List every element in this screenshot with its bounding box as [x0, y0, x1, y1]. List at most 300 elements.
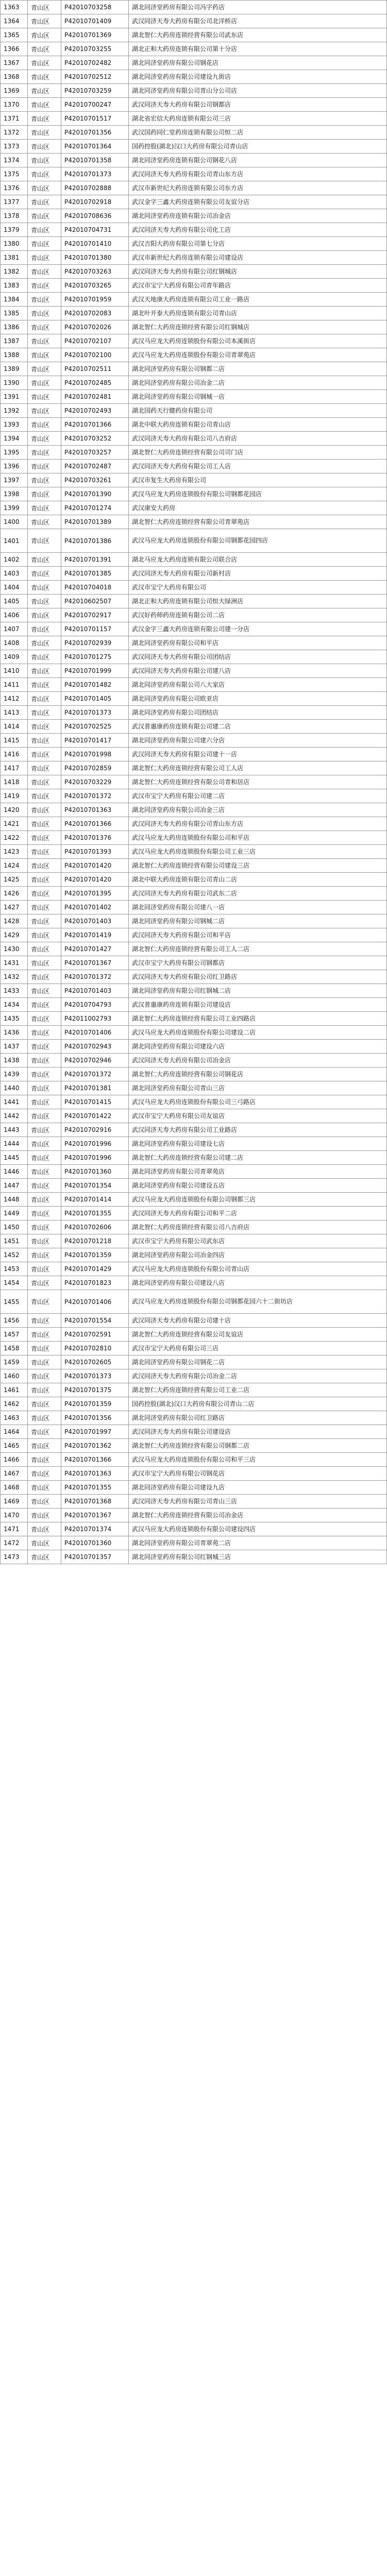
pharmacy-name-cell: 武汉同济天寿大药房有限公司工人店: [129, 460, 387, 473]
row-number: 1384: [1, 293, 28, 307]
district-cell: 青山区: [28, 1234, 61, 1248]
district-cell: 青山区: [28, 664, 61, 678]
pharmacy-name-cell: 武汉马应龙大药房连锁股份有限公司钢都花园店: [129, 487, 387, 501]
pharmacy-name-cell: 武汉马应龙大药房连锁股份有限公司钢都花园四店: [129, 529, 387, 553]
pharmacy-name-cell: 武汉同济天寿大药房有限公司冶金二店: [129, 1369, 387, 1383]
table-row: [1, 901, 387, 914]
pharmacy-name-cell: 湖北同济堂药房有限公司红钢城三店: [129, 1550, 387, 1564]
table-row: [1, 181, 387, 195]
row-number: 1392: [1, 404, 28, 418]
code-cell: P42010701417: [61, 734, 129, 748]
row-number: 1443: [1, 1123, 28, 1137]
pharmacy-name-cell: 武汉马应龙大药房连锁股份有限公司三弓路店: [129, 1095, 387, 1109]
row-number: 1401: [1, 529, 28, 553]
row-number: 1425: [1, 873, 28, 887]
district-cell: 青山区: [28, 14, 61, 28]
table-row: [1, 1095, 387, 1109]
code-cell: P42010703255: [61, 42, 129, 56]
row-number: 1452: [1, 1248, 28, 1262]
code-cell: P42010701157: [61, 622, 129, 636]
table-row: [1, 942, 387, 956]
row-number: 1387: [1, 334, 28, 348]
table-row: [1, 56, 387, 70]
table-row: [1, 1012, 387, 1026]
table-row: [1, 307, 387, 320]
district-cell: 青山区: [28, 789, 61, 803]
district-cell: 青山区: [28, 1123, 61, 1137]
pharmacy-name-cell: 武汉市新世纪大药房连锁有限公司东方店: [129, 181, 387, 195]
code-cell: P42010702525: [61, 720, 129, 734]
district-cell: 青山区: [28, 1193, 61, 1207]
pharmacy-name-cell: 武汉马应龙大药房连锁股份有限公司青山店: [129, 1262, 387, 1276]
pharmacy-name-cell: 湖北智仁大药房连锁经营有限公司青和居店: [129, 775, 387, 789]
district-cell: 青山区: [28, 831, 61, 845]
district-cell: 青山区: [28, 42, 61, 56]
district-cell: 青山区: [28, 265, 61, 279]
pharmacy-name-cell: 湖北同济堂药房有限公司欧亚店: [129, 692, 387, 706]
table-row: [1, 873, 387, 887]
district-cell: 青山区: [28, 1328, 61, 1342]
code-cell: P42010701369: [61, 28, 129, 42]
pharmacy-name-cell: 湖北同济堂药房有限公司钢花二店: [129, 1355, 387, 1369]
table-row: [1, 1314, 387, 1328]
district-cell: 青山区: [28, 1262, 61, 1276]
district-cell: 青山区: [28, 998, 61, 1012]
pharmacy-name-cell: 湖北智仁大药房连锁经营有限公司友谊店: [129, 1328, 387, 1342]
district-cell: 青山区: [28, 970, 61, 984]
table-row: [1, 70, 387, 84]
table-row: [1, 1179, 387, 1193]
table-row: [1, 1, 387, 14]
row-number: 1376: [1, 181, 28, 195]
table-row: [1, 154, 387, 167]
table-row: [1, 831, 387, 845]
pharmacy-name-cell: 武汉同济天寿大药房有限公司工业路店: [129, 1123, 387, 1137]
code-cell: P42010701366: [61, 1453, 129, 1467]
district-cell: 青山区: [28, 622, 61, 636]
pharmacy-name-cell: 湖北同济堂药房有限公司青翠苑二店: [129, 1536, 387, 1550]
pharmacy-name-cell: 武汉普惠康药房连锁有限公司建二店: [129, 720, 387, 734]
code-cell: P42010701959: [61, 293, 129, 307]
pharmacy-name-cell: 武汉马应龙大药房连锁股份有限公司和平三店: [129, 1453, 387, 1467]
pharmacy-name-cell: 武汉普惠康药房连锁有限公司建设店: [129, 998, 387, 1012]
row-number: 1420: [1, 803, 28, 817]
table-row: [1, 1342, 387, 1355]
table-row: [1, 1550, 387, 1564]
row-number: 1422: [1, 831, 28, 845]
district-cell: 青山区: [28, 307, 61, 320]
district-cell: 青山区: [28, 1453, 61, 1467]
pharmacy-name-cell: 武汉马应龙大药房连锁股份有限公司钢都花园六十二街坊店: [129, 1290, 387, 1314]
pharmacy-name-cell: 湖北智仁大药房连锁经营有限公司八吉府店: [129, 1221, 387, 1234]
code-cell: P42010701482: [61, 678, 129, 692]
table-row: [1, 845, 387, 859]
district-cell: 青山区: [28, 362, 61, 376]
district-cell: 青山区: [28, 1054, 61, 1067]
code-cell: P42010701420: [61, 859, 129, 873]
district-cell: 青山区: [28, 1248, 61, 1262]
pharmacy-name-cell: 湖北智仁大药房连锁经营有限公司工业二店: [129, 1383, 387, 1397]
code-cell: P42010701357: [61, 1550, 129, 1564]
district-cell: 青山区: [28, 1550, 61, 1564]
district-cell: 青山区: [28, 1509, 61, 1522]
row-number: 1413: [1, 706, 28, 720]
table-row: [1, 209, 387, 223]
pharmacy-name-cell: 国药控股(湖北)汉口大药房有限公司青山店: [129, 140, 387, 154]
district-cell: 青山区: [28, 84, 61, 98]
code-cell: P42010703263: [61, 265, 129, 279]
table-row: [1, 1355, 387, 1369]
district-cell: 青山区: [28, 608, 61, 622]
pharmacy-name-cell: 湖北智仁大药房连锁经营有限公司冶金店: [129, 1509, 387, 1522]
district-cell: 青山区: [28, 636, 61, 650]
table-row: [1, 789, 387, 803]
row-number: 1447: [1, 1179, 28, 1193]
table-row: [1, 567, 387, 581]
district-cell: 青山区: [28, 1342, 61, 1355]
district-cell: 青山区: [28, 126, 61, 140]
row-number: 1399: [1, 501, 28, 515]
pharmacy-name-cell: 武汉同济天寿大药房有限公司北洋桥店: [129, 14, 387, 28]
code-cell: P42010702481: [61, 390, 129, 404]
district-cell: 青山区: [28, 942, 61, 956]
table-row: [1, 1481, 387, 1495]
row-number: 1468: [1, 1481, 28, 1495]
district-cell: 青山区: [28, 1137, 61, 1151]
pharmacy-name-cell: 湖北智仁大药房连锁经营有限公司司门店: [129, 446, 387, 460]
table-row: [1, 928, 387, 942]
district-cell: 青山区: [28, 487, 61, 501]
code-cell: P42010701354: [61, 1179, 129, 1193]
row-number: 1472: [1, 1536, 28, 1550]
row-number: 1375: [1, 167, 28, 181]
row-number: 1421: [1, 817, 28, 831]
row-number: 1454: [1, 1276, 28, 1290]
table-row: [1, 998, 387, 1012]
code-cell: P42010701362: [61, 1439, 129, 1453]
code-cell: P42010701403: [61, 914, 129, 928]
table-row: [1, 195, 387, 209]
pharmacy-name-cell: 湖北同济堂药房有限公司冶金三店: [129, 803, 387, 817]
row-number: 1423: [1, 845, 28, 859]
row-number: 1393: [1, 418, 28, 432]
code-cell: P42010701405: [61, 692, 129, 706]
pharmacy-name-cell: 国药控股(湖北)汉口大药房有限公司青山二店: [129, 1397, 387, 1411]
table-row: [1, 1439, 387, 1453]
pharmacy-name-cell: 湖北智仁大药房连锁经营有限公司武东店: [129, 28, 387, 42]
code-cell: P42010701999: [61, 664, 129, 678]
pharmacy-name-cell: 湖北省宏信大药房连锁有限公司三店: [129, 112, 387, 126]
pharmacy-name-cell: 武汉同济天寿大药房有限公司和平二店: [129, 1207, 387, 1221]
district-cell: 青山区: [28, 1536, 61, 1550]
table-row: [1, 14, 387, 28]
row-number: 1463: [1, 1411, 28, 1425]
row-number: 1379: [1, 223, 28, 237]
row-number: 1412: [1, 692, 28, 706]
code-cell: P42010602507: [61, 595, 129, 608]
table-row: [1, 446, 387, 460]
pharmacy-name-cell: 湖北同济堂药房有限公司红钢城二店: [129, 984, 387, 998]
table-row: [1, 1467, 387, 1481]
code-cell: P42010701420: [61, 873, 129, 887]
district-cell: 青山区: [28, 237, 61, 251]
row-number: 1450: [1, 1221, 28, 1234]
pharmacy-name-cell: 湖北智仁大药房连锁经营有限公司钢花店: [129, 1067, 387, 1081]
row-number: 1434: [1, 998, 28, 1012]
code-cell: P42010702943: [61, 1040, 129, 1054]
code-cell: P42010701355: [61, 1207, 129, 1221]
pharmacy-name-cell: 湖北智仁大药房连锁经营有限公司工人二店: [129, 942, 387, 956]
code-cell: P42010701363: [61, 1467, 129, 1481]
pharmacy-name-cell: 武汉市宝宁大药房有限公司友谊店: [129, 1109, 387, 1123]
row-number: 1386: [1, 320, 28, 334]
pharmacy-name-cell: 武汉同济天寿大药房有限公司建设店: [129, 1425, 387, 1439]
district-cell: 青山区: [28, 1109, 61, 1123]
code-cell: P42010701356: [61, 1411, 129, 1425]
table-row: [1, 1193, 387, 1207]
table-row: [1, 1221, 387, 1234]
pharmacy-name-cell: 湖北同济堂药房有限公司建八一店: [129, 901, 387, 914]
district-cell: 青山区: [28, 1425, 61, 1439]
code-cell: P42010702100: [61, 348, 129, 362]
code-cell: P42010703257: [61, 446, 129, 460]
table-row: [1, 553, 387, 567]
table-row: [1, 432, 387, 446]
code-cell: P42010701386: [61, 529, 129, 553]
table-row: [1, 1425, 387, 1439]
district-cell: 青山区: [28, 501, 61, 515]
pharmacy-name-cell: 武汉马应龙大药房连锁股份有限公司建设四店: [129, 1522, 387, 1536]
row-number: 1407: [1, 622, 28, 636]
row-number: 1451: [1, 1234, 28, 1248]
code-cell: P42010702810: [61, 1342, 129, 1355]
row-number: 1462: [1, 1397, 28, 1411]
row-number: 1377: [1, 195, 28, 209]
table-row: [1, 1054, 387, 1067]
pharmacy-name-cell: 武汉金字三鑫大药房连锁有限公司建一分店: [129, 622, 387, 636]
district-cell: 青山区: [28, 650, 61, 664]
row-number: 1466: [1, 1453, 28, 1467]
code-cell: P42010701372: [61, 789, 129, 803]
pharmacy-name-cell: 武汉同济天寿大药房有限公司青山东方店: [129, 167, 387, 181]
row-number: 1391: [1, 390, 28, 404]
table-row: [1, 1067, 387, 1081]
code-cell: P42010702493: [61, 404, 129, 418]
pharmacy-name-cell: 武汉康安大药房: [129, 501, 387, 515]
district-cell: 青山区: [28, 140, 61, 154]
code-cell: P42010701366: [61, 817, 129, 831]
row-number: 1396: [1, 460, 28, 473]
district-cell: 青山区: [28, 1369, 61, 1383]
pharmacy-name-cell: 武汉同济天寿大药房有限公司钢都店: [129, 98, 387, 112]
code-cell: P42010703265: [61, 279, 129, 293]
code-cell: P42010701403: [61, 984, 129, 998]
pharmacy-table-body: [1, 1, 387, 1564]
code-cell: P42010701356: [61, 126, 129, 140]
district-cell: 青山区: [28, 553, 61, 567]
pharmacy-name-cell: 武汉市宝宁大药房有限公司钢都店: [129, 956, 387, 970]
district-cell: 青山区: [28, 1276, 61, 1290]
pharmacy-name-cell: 湖北智仁大药房连锁经营有限公司工业四路店: [129, 1012, 387, 1026]
pharmacy-name-cell: 湖北同济堂药房有限公司和平店: [129, 636, 387, 650]
pharmacy-name-cell: 湖北同济堂药房有限公司钢城二店: [129, 914, 387, 928]
row-number: 1432: [1, 970, 28, 984]
table-row: [1, 1123, 387, 1137]
code-cell: P42010701373: [61, 1369, 129, 1383]
row-number: 1430: [1, 942, 28, 956]
code-cell: P42010701364: [61, 140, 129, 154]
pharmacy-name-cell: 湖北同济堂药房有限公司冯字药店: [129, 1, 387, 14]
code-cell: P42010701376: [61, 831, 129, 845]
code-cell: P42010701218: [61, 1234, 129, 1248]
pharmacy-name-cell: 湖北同济堂药房有限公司红卫路店: [129, 1411, 387, 1425]
code-cell: P42010701390: [61, 487, 129, 501]
district-cell: 青山区: [28, 98, 61, 112]
district-cell: 青山区: [28, 1012, 61, 1026]
row-number: 1449: [1, 1207, 28, 1221]
code-cell: P42010701402: [61, 901, 129, 914]
pharmacy-name-cell: 武汉好药师药房连锁有限公司二店: [129, 608, 387, 622]
district-cell: 青山区: [28, 1439, 61, 1453]
district-cell: 青山区: [28, 418, 61, 432]
table-row: [1, 581, 387, 595]
district-cell: 青山区: [28, 692, 61, 706]
code-cell: P42010701427: [61, 942, 129, 956]
district-cell: 青山区: [28, 154, 61, 167]
table-row: [1, 1495, 387, 1509]
pharmacy-name-cell: 湖北同济堂药房有限公司青山分公司店: [129, 84, 387, 98]
row-number: 1458: [1, 1342, 28, 1355]
row-number: 1464: [1, 1425, 28, 1439]
code-cell: P42010701375: [61, 1383, 129, 1397]
table-row: [1, 418, 387, 432]
pharmacy-name-cell: 湖北同济堂药房有限公司冶金二店: [129, 376, 387, 390]
code-cell: P42010702888: [61, 181, 129, 195]
row-number: 1456: [1, 1314, 28, 1328]
table-row: [1, 334, 387, 348]
pharmacy-name-cell: 武汉市宝宁大药房有限公司武东店: [129, 1234, 387, 1248]
code-cell: P42010701368: [61, 1495, 129, 1509]
table-row: [1, 817, 387, 831]
pharmacy-name-cell: 武汉同济天寿大药房有限公司建八店: [129, 664, 387, 678]
table-row: [1, 390, 387, 404]
code-cell: P42010703229: [61, 775, 129, 789]
district-cell: 青山区: [28, 873, 61, 887]
district-cell: 青山区: [28, 595, 61, 608]
row-number: 1453: [1, 1262, 28, 1276]
table-row: [1, 734, 387, 748]
table-row: [1, 460, 387, 473]
pharmacy-name-cell: 武汉同济天寿大药房有限公司武东二店: [129, 887, 387, 901]
table-row: [1, 1137, 387, 1151]
district-cell: 青山区: [28, 1026, 61, 1040]
pharmacy-name-cell: 武汉同济天寿大药房有限公司团结店: [129, 650, 387, 664]
district-cell: 青山区: [28, 720, 61, 734]
table-row: [1, 237, 387, 251]
code-cell: P42010701429: [61, 1262, 129, 1276]
pharmacy-name-cell: 武汉马应龙大药房连锁股份有限公司钢都三店: [129, 1193, 387, 1207]
pharmacy-name-cell: 湖北同济堂药房连锁有限公司钢花八店: [129, 154, 387, 167]
table-row: [1, 914, 387, 928]
code-cell: P42010701373: [61, 706, 129, 720]
code-cell: P42010701395: [61, 887, 129, 901]
table-row: [1, 42, 387, 56]
row-number: 1424: [1, 859, 28, 873]
district-cell: 青山区: [28, 1495, 61, 1509]
code-cell: P42010701355: [61, 1481, 129, 1495]
table-row: [1, 1536, 387, 1550]
table-row: [1, 126, 387, 140]
row-number: 1448: [1, 1193, 28, 1207]
code-cell: P42010701406: [61, 1290, 129, 1314]
table-row: [1, 251, 387, 265]
table-row: [1, 1453, 387, 1467]
district-cell: 青山区: [28, 181, 61, 195]
district-cell: 青山区: [28, 706, 61, 720]
code-cell: P42010703252: [61, 432, 129, 446]
code-cell: P42010702107: [61, 334, 129, 348]
pharmacy-name-cell: 武汉同济天寿大药房有限公司冶金店: [129, 1054, 387, 1067]
district-cell: 青山区: [28, 817, 61, 831]
district-cell: 青山区: [28, 761, 61, 775]
pharmacy-name-cell: 湖北智仁大药房连锁经营有限公司建二店: [129, 1151, 387, 1165]
table-row: [1, 1397, 387, 1411]
code-cell: P42010701359: [61, 1397, 129, 1411]
pharmacy-name-cell: 湖北同济堂药房有限公司钢城一店: [129, 390, 387, 404]
code-cell: P42010703258: [61, 1, 129, 14]
district-cell: 青山区: [28, 1207, 61, 1221]
table-row: [1, 720, 387, 734]
code-cell: P42010702482: [61, 56, 129, 70]
pharmacy-name-cell: 湖北同济堂药房有限公司钢花店: [129, 56, 387, 70]
pharmacy-name-cell: 武汉市宝宁大药房有限公司钢花店: [129, 1467, 387, 1481]
table-row: [1, 775, 387, 789]
table-row: [1, 1369, 387, 1383]
row-number: 1419: [1, 789, 28, 803]
pharmacy-name-cell: 湖北同济堂药房有限公司冶金四店: [129, 1248, 387, 1262]
district-cell: 青山区: [28, 678, 61, 692]
district-cell: 青山区: [28, 446, 61, 460]
district-cell: 青山区: [28, 320, 61, 334]
code-cell: P42010701406: [61, 1026, 129, 1040]
table-row: [1, 167, 387, 181]
row-number: 1455: [1, 1290, 28, 1314]
pharmacy-name-cell: 武汉国药同仁堂药房连锁有限公司恒二店: [129, 126, 387, 140]
row-number: 1385: [1, 307, 28, 320]
pharmacy-name-cell: 湖北智仁大药房连锁经营有限公司青翠苑店: [129, 515, 387, 529]
table-row: [1, 1081, 387, 1095]
pharmacy-name-cell: 湖北同济堂药房连锁有限公司冶金店: [129, 209, 387, 223]
row-number: 1445: [1, 1151, 28, 1165]
pharmacy-name-cell: 武汉金字三鑫大药房连锁有限公司友谊分店: [129, 195, 387, 209]
district-cell: 青山区: [28, 1179, 61, 1193]
district-cell: 青山区: [28, 928, 61, 942]
pharmacy-name-cell: 湖北同济堂药房有限公司建设八店: [129, 1276, 387, 1290]
code-cell: P42010702083: [61, 307, 129, 320]
pharmacy-name-cell: 武汉市新世纪大药房连锁有限公司建设店: [129, 251, 387, 265]
row-number: 1437: [1, 1040, 28, 1054]
code-cell: P42010701380: [61, 251, 129, 265]
code-cell: P42010701360: [61, 1165, 129, 1179]
table-row: [1, 1248, 387, 1262]
district-cell: 青山区: [28, 529, 61, 553]
row-number: 1473: [1, 1550, 28, 1564]
code-cell: P42010701373: [61, 167, 129, 181]
row-number: 1426: [1, 887, 28, 901]
pharmacy-name-cell: 湖北叶开泰大药房连锁有限公司青山店: [129, 307, 387, 320]
table-row: [1, 1383, 387, 1397]
row-number: 1378: [1, 209, 28, 223]
